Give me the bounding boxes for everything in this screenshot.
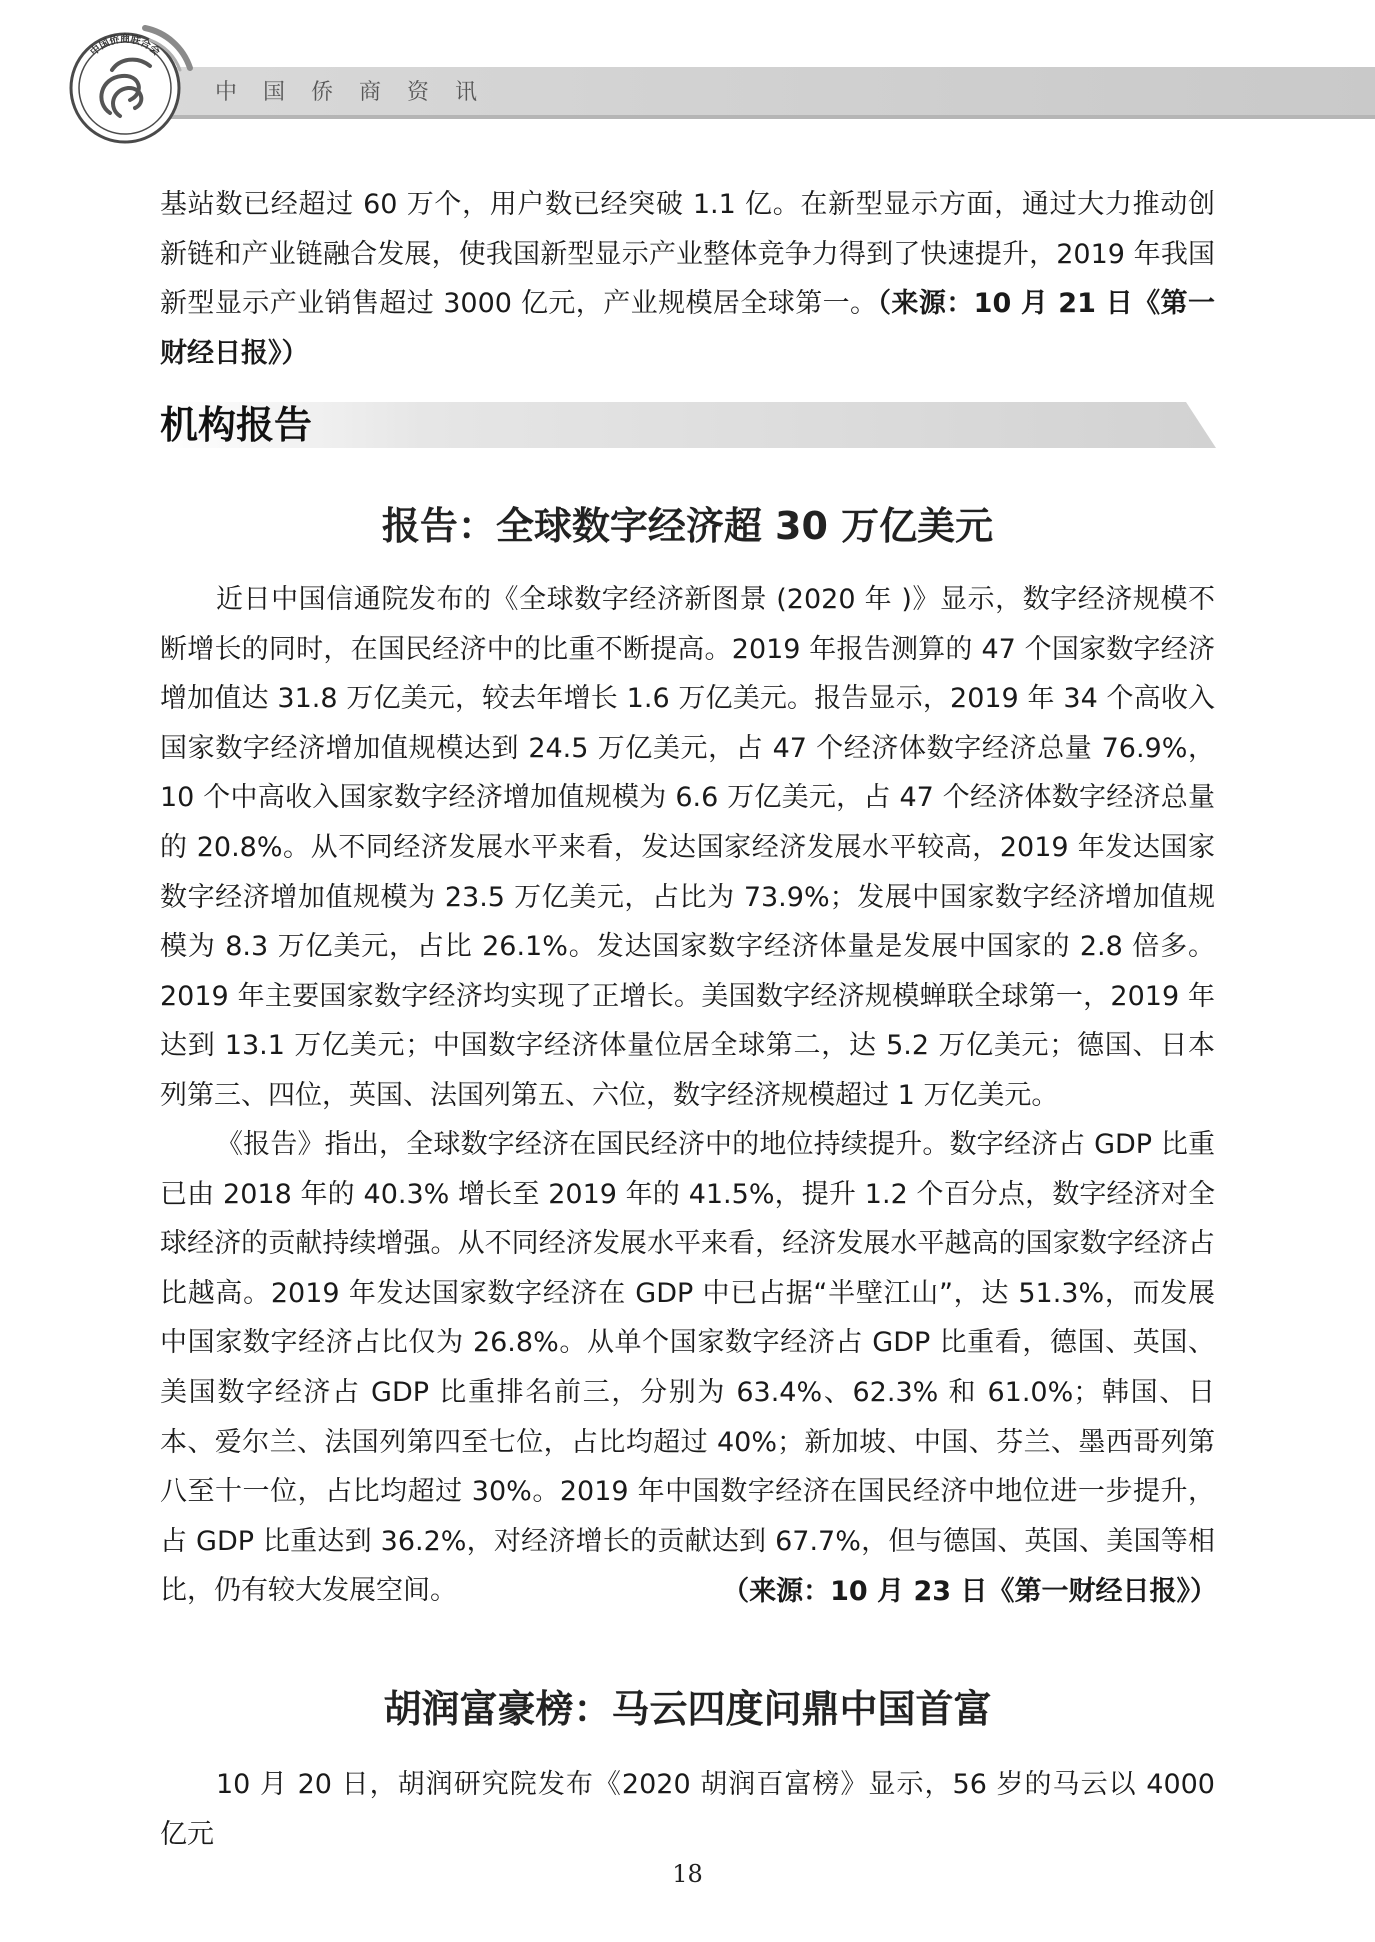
article-paragraph: 10 月 20 日，胡润研究院发布《2020 胡润百富榜》显示，56 岁的马云以 4000 亿元 [160,1769,1215,1850]
continuation-text: 基站数已经超过 60 万个，用户数已经突破 1.1 亿。在新型显示方面，通过大力推动创新链和产业链融合发展，使我国新型显示产业整体竞争力得到了快速提升，2019 年我国新型显示产业销售超过 3000 亿元，产业规模居全球第一。 [160,189,1215,320]
header-bar-shadow [150,115,1375,119]
page-number: 18 [672,1860,703,1888]
article-paragraph: 近日中国信通院发布的《全球数字经济新图景 (2020 年 )》显示，数字经济规模不断增长的同时，在国民经济中的比重不断提高。2019 年报告测算的 47 个国家数字经济增加值达 31.8 万亿美元，较去年增长 1.6 万亿美元。报告显示，2019 年 34 个高收入国家数字经济增加值规模达到 24.5 万亿美元，占 47 个经济体数字经济总量 76.9%，10 个中高收入国家数字经济增加值规模为 6.6 万亿美元，占 47 个经济体数字经济总量的 20.8%。从不同经济发展水平来看，发达国家经济发展水平较高，2019 年发达国家数字经济增加值规模为 23.5 万亿美元，占比为 73.9%；发展中国家数字经济增加值规模为 8.3 万亿美元，占比 26.1%。发达国家数字经济体量是发展中国家的 2.8 倍多。2019 年主要国家数字经济均实现了正增长。美国数字经济规模蝉联全球第一，2019 年达到 13.1 万亿美元；中国数字经济体量位居全球第二，达 5.2 万亿美元；德国、日本列第三、四位，英国、法国列第五、六位，数字经济规模超过 1 万亿美元。 [160,584,1215,1111]
article-title: 报告：全球数字经济超 30 万亿美元 [381,504,994,548]
continuation-paragraph [160,180,1215,378]
section-banner [158,402,1216,448]
continuation-source: （来源：10 月 21 日《第一财经日报》） [160,288,1215,369]
logo-circular-text: 中国侨商联合会 [88,34,162,59]
article-paragraph: 《报告》指出，全球数字经济在国民经济中的地位持续提升。数字经济占 GDP 比重已由 2018 年的 40.3% 增长至 2019 年的 41.5%，提升 1.2 个百分点，数字经济对全球经济的贡献持续增强。从不同经济发展水平来看，经济发展水平越高的国家数字经济占比越高。2019 年发达国家数字经济在 GDP 中已占据“半壁江山”，达 51.3%，而发展中国家数字经济占比仅为 26.8%。从单个国家数字经济占 GDP 比重看，德国、英国、美国数字经济占 GDP 比重排名前三，分别为 63.4%、62.3% 和 61.0%；韩国、日本、爱尔兰、法国列第四至七位，占比均超过 40%；新加坡、中国、芬兰、墨西哥列第八至十一位，占比均超过 30%。2019 年中国数字经济在国民经济中地位进一步提升，占 GDP 比重达到 36.2%，对经济增长的贡献达到 67.7%，但与德国、英国、美国等相比，仍有较大发展空间。 [160,1129,1215,1607]
publication-title: 中国侨商资讯 [215,80,504,105]
publication-logo [50,8,200,158]
article-title: 胡润富豪榜：马云四度问鼎中国首富 [383,1687,992,1731]
section-title: 机构报告 [160,402,313,447]
article-source: （来源：10 月 23 日《第一财经日报》） [722,1576,1217,1607]
